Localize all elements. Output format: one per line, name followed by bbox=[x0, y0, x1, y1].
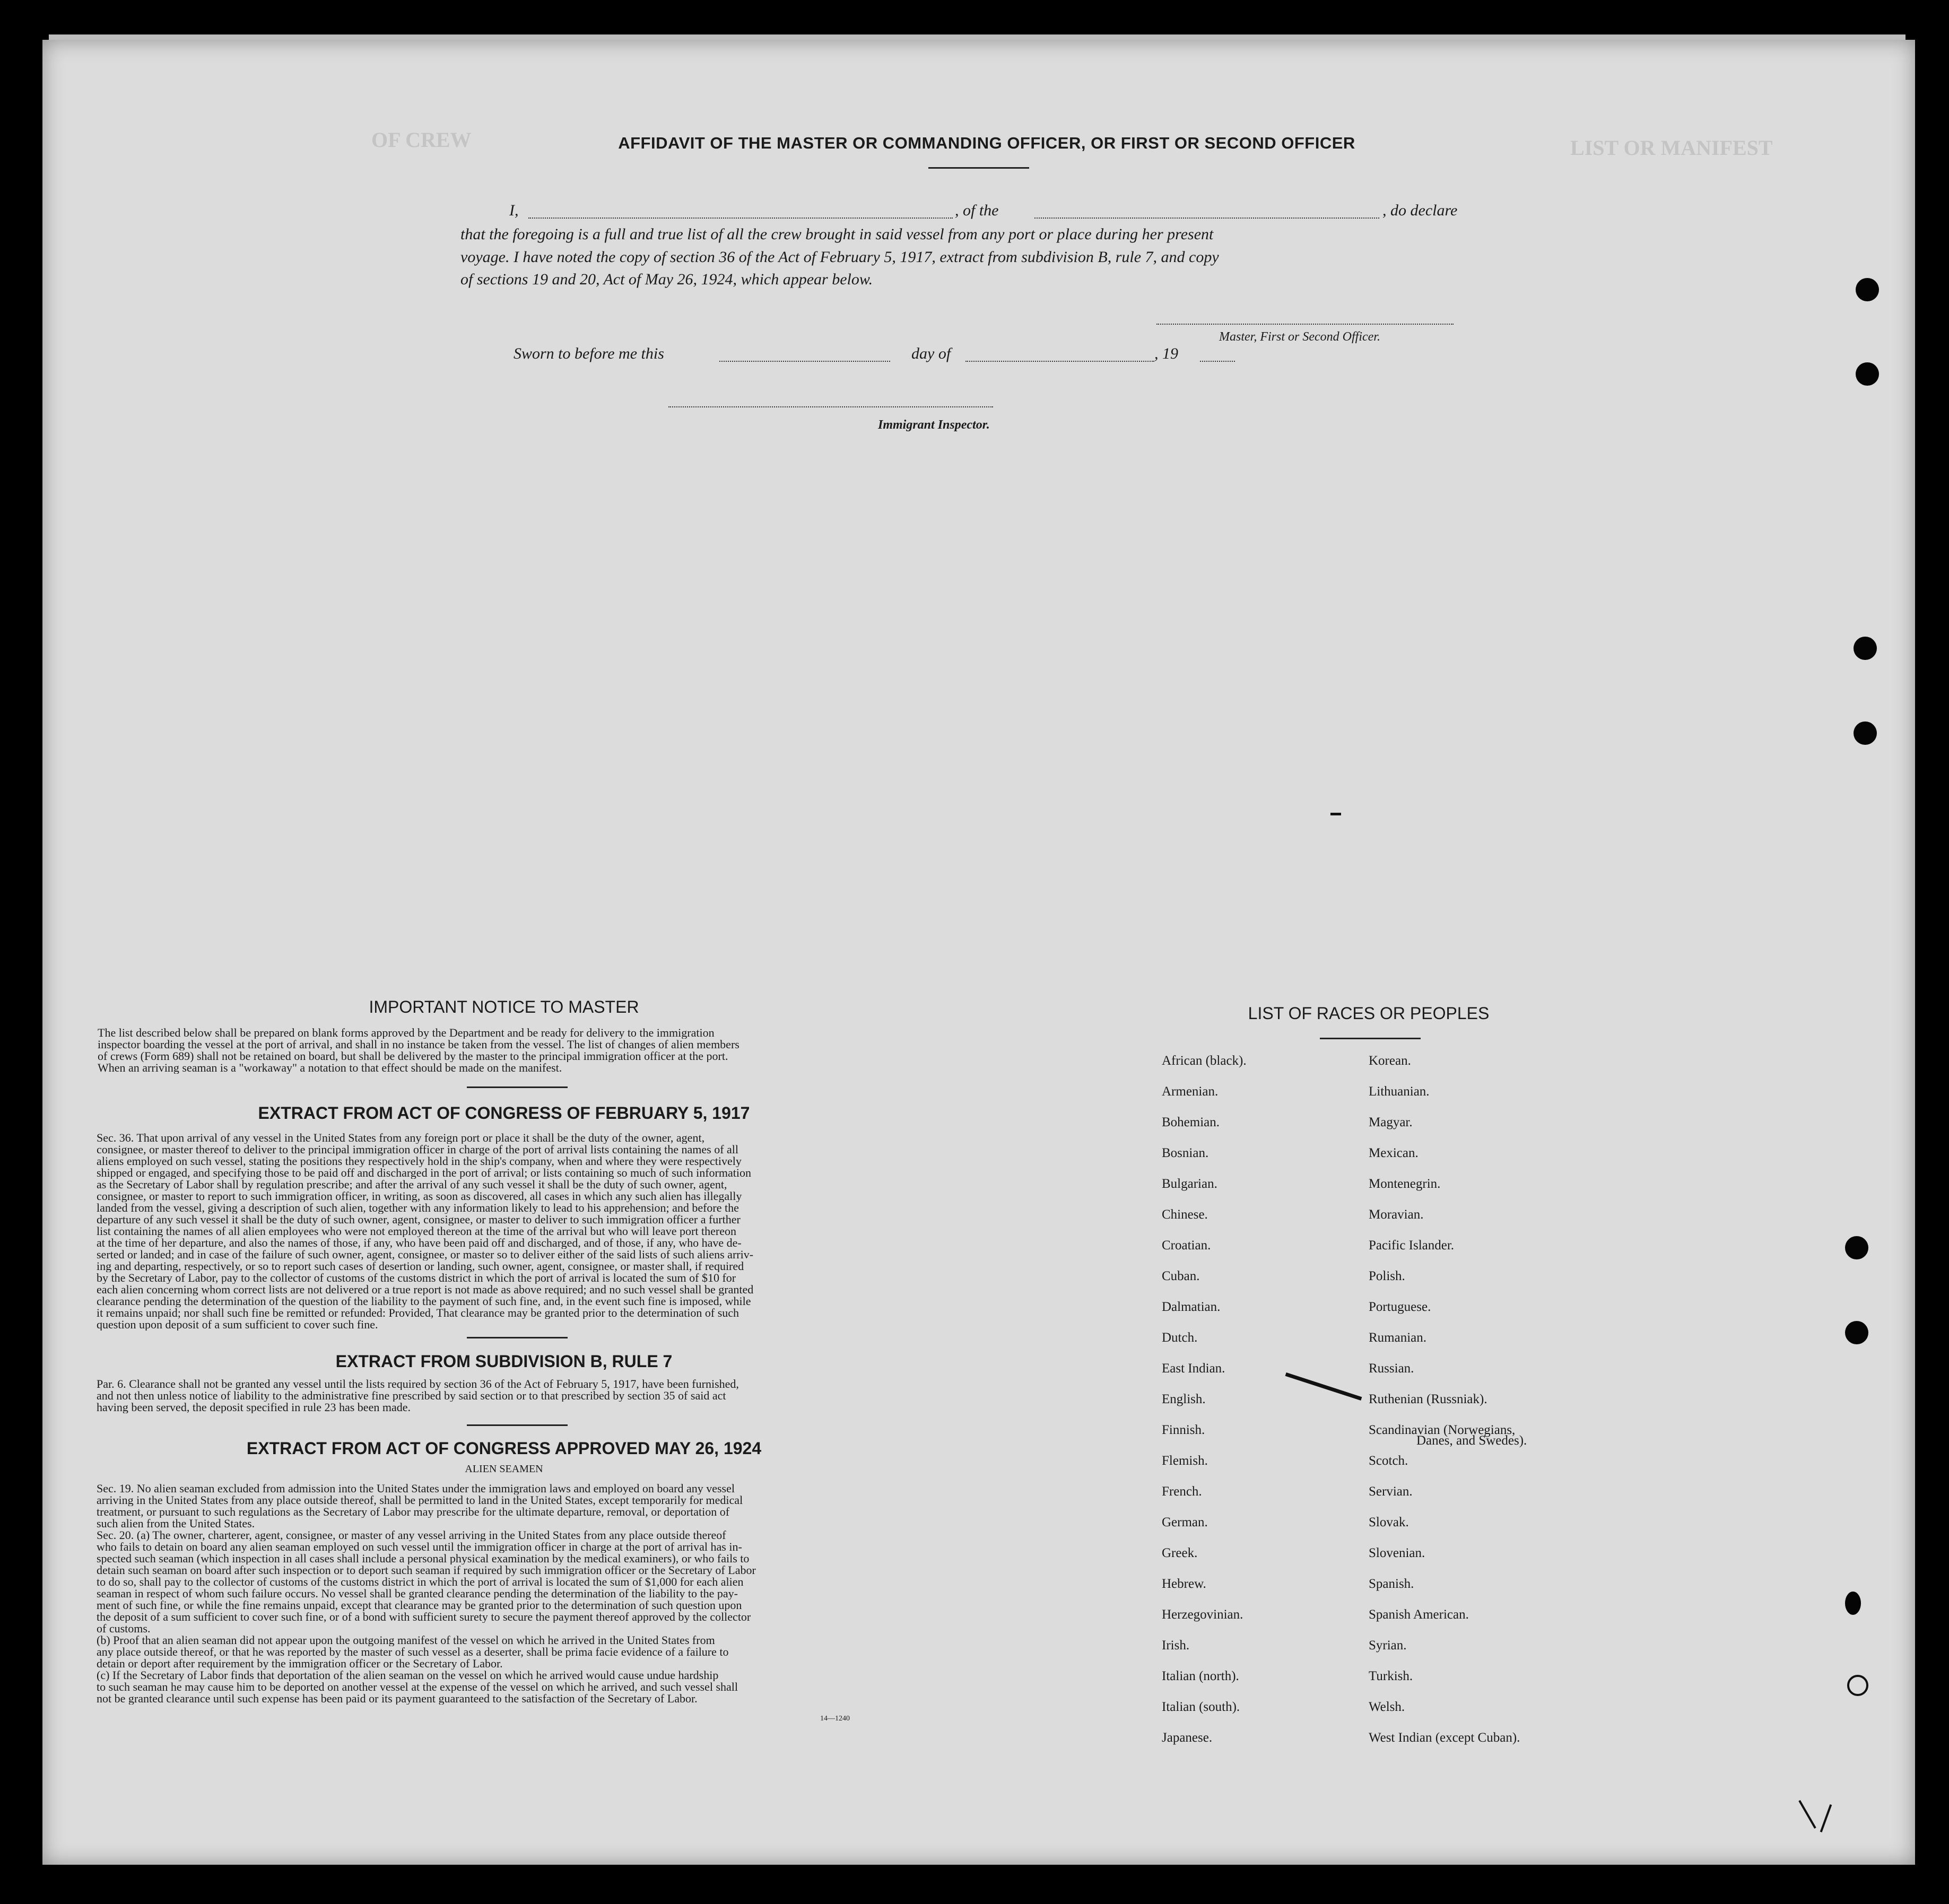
race-item: Greek. bbox=[1162, 1546, 1198, 1560]
section-rule bbox=[467, 1424, 568, 1426]
master-signature-field[interactable] bbox=[1156, 324, 1454, 325]
text-line: (b) Proof that an alien seaman did not appear upon the outgoing manifest of the vessel on which he arrived in the United States from bbox=[97, 1635, 715, 1646]
text-line: it remains unpaid; nor shall such fine be remitted or refunded: Provided, That clearance may be granted prior to the determination of such bbox=[97, 1307, 739, 1319]
race-item: Magyar. bbox=[1369, 1115, 1413, 1129]
bleed-through: OF CREW bbox=[371, 128, 472, 152]
race-item: Italian (north). bbox=[1162, 1669, 1239, 1683]
i-label: I, bbox=[509, 202, 519, 219]
punch-hole bbox=[1845, 1592, 1861, 1615]
affidavit-line1 bbox=[509, 202, 1496, 223]
sworn-day-field[interactable] bbox=[719, 361, 890, 362]
extract-1917-title: EXTRACT FROM ACT OF CONGRESS OF FEBRUARY 5, 1917 bbox=[258, 1103, 750, 1123]
text-line: such alien from the United States. bbox=[97, 1518, 255, 1529]
extract-rule7-text bbox=[97, 1378, 898, 1413]
title-rule bbox=[928, 167, 1029, 169]
race-item: Ruthenian (Russniak). bbox=[1369, 1392, 1487, 1406]
race-item-scandinavian-cont: Danes, and Swedes). bbox=[1416, 1433, 1527, 1448]
affidavit-body-2: that the foregoing is a full and true list of all the crew brought in said vessel from any port or place during her present bbox=[460, 225, 1214, 243]
text-line: spected such seaman (which inspection in all cases shall include a personal physical examination by the medical examiners), or who fails to bbox=[97, 1553, 750, 1564]
text-line: by the Secretary of Labor, pay to the collector of customs of the customs district in which the port of arrival is located the sum of $10 for bbox=[97, 1272, 736, 1284]
race-item: Pacific Islander. bbox=[1369, 1238, 1455, 1253]
text-line: Sec. 19. No alien seaman excluded from admission into the United States under the immigration laws and employed on board any vessel bbox=[97, 1483, 735, 1494]
section-rule bbox=[467, 1086, 568, 1088]
race-item: Slovak. bbox=[1369, 1515, 1409, 1529]
text-line: departure of any such vessel it shall be the duty of such owner, agent, consignee, or master to deliver to such immigration officer a further bbox=[97, 1214, 741, 1225]
text-line: to do so, shall pay to the collector of customs of the customs district in which the port of arrival is located the sum of $1,000 for each alien bbox=[97, 1576, 744, 1588]
inspector-signature-field[interactable] bbox=[668, 406, 993, 407]
race-item: Syrian. bbox=[1369, 1638, 1407, 1653]
text-line: Sec. 20. (a) The owner, charterer, agent, consignee, or master of any vessel arriving in the United States from any place outside thereof bbox=[97, 1529, 726, 1541]
text-line: each alien concerning whom correct lists are not delivered or a true report is not made as above required; and no such vessel shall be granted bbox=[97, 1284, 754, 1296]
day-of-label: day of bbox=[911, 345, 951, 362]
declare-label: , do declare bbox=[1382, 202, 1458, 219]
text-line: Par. 6. Clearance shall not be granted any vessel until the lists required by section 36 of the Act of February 5, 1917, have been furnished, bbox=[97, 1378, 739, 1390]
race-item: Turkish. bbox=[1369, 1669, 1413, 1683]
race-item: English. bbox=[1162, 1392, 1206, 1406]
races-title-rule bbox=[1320, 1038, 1421, 1039]
race-item: Scandinavian (Norwegians, bbox=[1369, 1423, 1516, 1437]
race-item: Spanish. bbox=[1369, 1577, 1414, 1591]
race-item: Bosnian. bbox=[1162, 1146, 1209, 1160]
punch-hole bbox=[1845, 1321, 1868, 1344]
text-line: and not then unless notice of liability to the administrative fine prescribed by said section or to that prescribed by section 35 of said act bbox=[97, 1390, 726, 1402]
race-item: Japanese. bbox=[1162, 1731, 1213, 1745]
text-line: not be granted clearance until such expense has been paid or its payment guaranteed to the satisfaction of the Secretary of Labor. bbox=[97, 1693, 698, 1705]
text-line: Sec. 36. That upon arrival of any vessel in the United States from any foreign port or place it shall be the duty of the owner, agent, bbox=[97, 1132, 705, 1144]
races-title: LIST OF RACES OR PEOPLES bbox=[1248, 1004, 1490, 1023]
race-item: Dalmatian. bbox=[1162, 1300, 1221, 1314]
punch-hole bbox=[1845, 1236, 1868, 1259]
alien-seamen-subtitle: ALIEN SEAMEN bbox=[465, 1463, 543, 1475]
punch-hole bbox=[1847, 1675, 1868, 1696]
race-item: Spanish American. bbox=[1369, 1607, 1469, 1622]
sworn-month-field[interactable] bbox=[965, 361, 1154, 362]
text-line: arriving in the United States from any place outside thereof, shall be permitted to land in the United States, except temporarily for medical bbox=[97, 1494, 743, 1506]
race-item: Armenian. bbox=[1162, 1084, 1219, 1099]
text-line: of customs. bbox=[97, 1623, 151, 1635]
text-line: having been served, the deposit specified in rule 23 has been made. bbox=[97, 1402, 411, 1413]
text-line: clearance pending the determination of the question of the liability to the payment of such fine, and, in the event such fine is imposed, while bbox=[97, 1296, 751, 1307]
race-item: East Indian. bbox=[1162, 1361, 1225, 1376]
affidavit-body-3: voyage. I have noted the copy of section 36 of the Act of February 5, 1917, extract from subdivision B, rule 7, and copy bbox=[460, 248, 1219, 266]
bleed-through: LIST OR MANIFEST bbox=[1570, 136, 1773, 160]
race-item: Mexican. bbox=[1369, 1146, 1419, 1160]
race-item: Moravian. bbox=[1369, 1207, 1424, 1222]
race-item: German. bbox=[1162, 1515, 1208, 1529]
race-item: Italian (south). bbox=[1162, 1700, 1240, 1714]
text-line: shipped or engaged, and specifying those to be paid off and discharged in the port of arrival; or lists containing so much of such information bbox=[97, 1167, 751, 1179]
text-line: list containing the names of all alien employees who were not employed thereon at the time of the arrival but who will leave port thereon bbox=[97, 1225, 736, 1237]
race-item: Hebrew. bbox=[1162, 1577, 1206, 1591]
form-number: 14—1240 bbox=[820, 1715, 850, 1723]
year-label: , 19 bbox=[1154, 345, 1178, 362]
extract-rule7-title: EXTRACT FROM SUBDIVISION B, RULE 7 bbox=[335, 1352, 673, 1371]
text-line: who fails to detain on board any alien seaman employed on such vessel until the immigration officer in charge at the port of arrival has in- bbox=[97, 1541, 742, 1553]
race-item: Montenegrin. bbox=[1369, 1177, 1441, 1191]
text-line: landed from the vessel, giving a description of such alien, together with any information likely to lead to his apprehension; and before the bbox=[97, 1202, 739, 1214]
text-line: ing and departing, respectively, or so to report such cases of desertion or landing, such owner, agent, consignee, or master shall, if required bbox=[97, 1260, 744, 1272]
text-line: consignee, or master to report to such immigration officer, in writing, as soon as discovered, all cases in which any such alien has illegally bbox=[97, 1190, 742, 1202]
text-line: detain such seaman on board after such inspection or to deport such seaman if required by such immigration officer or the Secretary of Labor bbox=[97, 1564, 756, 1576]
extract-1924-text bbox=[97, 1483, 898, 1705]
text-line: the deposit of a sum sufficient to cover such fine, or of a bond with sufficient surety to secure the payment thereof approved by the collector bbox=[97, 1611, 751, 1623]
text-line: seaman in respect of whom such failure occurs. No vessel shall be granted clearance pending the determination of the liability to the pay- bbox=[97, 1588, 738, 1599]
race-item: Croatian. bbox=[1162, 1238, 1211, 1253]
punch-hole bbox=[1856, 278, 1879, 301]
race-item: Servian. bbox=[1369, 1484, 1413, 1499]
text-line: detain or deport after requirement by the immigration officer or the Secretary of Labor. bbox=[97, 1658, 503, 1670]
race-item: Korean. bbox=[1369, 1054, 1411, 1068]
race-item: French. bbox=[1162, 1484, 1202, 1499]
race-item: Irish. bbox=[1162, 1638, 1190, 1653]
text-line: ment of such fine, or while the fine remains unpaid, except that clearance may be granted prior to the determination of such question upon bbox=[97, 1599, 742, 1611]
sworn-line bbox=[514, 345, 1235, 366]
race-item: Polish. bbox=[1369, 1269, 1405, 1283]
text-line: as the Secretary of Labor shall by regulation prescribe; and after the arrival of any such vessel it shall be the duty of such owner, agent, bbox=[97, 1179, 727, 1190]
text-line: at the time of her departure, and also the names of those, if any, who have been paid off and discharged, and of those, if any, who have de- bbox=[97, 1237, 742, 1249]
race-item: African (black). bbox=[1162, 1054, 1247, 1068]
race-item: Finnish. bbox=[1162, 1423, 1205, 1437]
race-item: Welsh. bbox=[1369, 1700, 1405, 1714]
text-line: question upon deposit of a sum sufficient to cover such fine. bbox=[97, 1319, 378, 1331]
text-line: (c) If the Secretary of Labor finds that deportation of the alien seaman on the vessel on which he arrived would cause undue hardship bbox=[97, 1670, 719, 1681]
race-item: Dutch. bbox=[1162, 1331, 1198, 1345]
text-line: The list described below shall be prepared on blank forms approved by the Department and be ready for delivery to the immigration bbox=[98, 1027, 715, 1039]
race-item: Flemish. bbox=[1162, 1454, 1208, 1468]
race-item: Russian. bbox=[1369, 1361, 1414, 1376]
punch-hole bbox=[1854, 637, 1877, 660]
race-item: Rumanian. bbox=[1369, 1331, 1427, 1345]
vessel-field[interactable] bbox=[1034, 218, 1379, 219]
master-label: Master, First or Second Officer. bbox=[1219, 330, 1380, 344]
text-line: When an arriving seaman is a "workaway" a notation to that effect should be made on the manifest. bbox=[98, 1062, 562, 1074]
ink-smudge bbox=[1330, 813, 1341, 815]
notice-title: IMPORTANT NOTICE TO MASTER bbox=[369, 997, 639, 1016]
race-item: Lithuanian. bbox=[1369, 1084, 1430, 1099]
text-line: aliens employed on such vessel, stating the positions they respectively hold in the ship's company, when and where they were respectively bbox=[97, 1155, 742, 1167]
sworn-year-field[interactable] bbox=[1200, 361, 1235, 362]
affidavit-title: AFFIDAVIT OF THE MASTER OR COMMANDING OFFICER, OR FIRST OR SECOND OFFICER bbox=[618, 134, 1355, 152]
race-item: Slovenian. bbox=[1369, 1546, 1425, 1560]
name-field[interactable] bbox=[528, 218, 953, 219]
text-line: any place outside thereof, or that he was reported by the master of such vessel as a deserter, shall be prima facie evidence of a failure to bbox=[97, 1646, 729, 1658]
extract-1917-text bbox=[97, 1132, 898, 1331]
text-line: treatment, or pursuant to such regulations as the Secretary of Labor may prescribe for the ultimate departure, removal, or deportation of bbox=[97, 1506, 730, 1518]
text-line: to such seaman he may cause him to be deported on another vessel at the expense of the vessel on which he arrived, and such vessel shall bbox=[97, 1681, 738, 1693]
race-item: Chinese. bbox=[1162, 1207, 1208, 1222]
section-rule bbox=[467, 1337, 568, 1338]
race-item: West Indian (except Cuban). bbox=[1369, 1731, 1520, 1745]
race-item: Bohemian. bbox=[1162, 1115, 1220, 1129]
punch-hole bbox=[1854, 721, 1877, 745]
punch-hole bbox=[1856, 362, 1879, 386]
text-line: inspector boarding the vessel at the port of arrival, and shall in no instance be taken from the vessel. The list of changes of alien members bbox=[98, 1039, 739, 1050]
text-line: consignee, or master thereof to deliver to the principal immigration officer in charge of the port of arrival lists containing the names of all bbox=[97, 1144, 739, 1155]
notice-text bbox=[98, 1027, 904, 1074]
sworn-prefix: Sworn to before me this bbox=[514, 345, 664, 362]
race-item: Bulgarian. bbox=[1162, 1177, 1217, 1191]
text-line: of crews (Form 689) shall not be retained on board, but shall be delivered by the master to the principal immigration officer at the port. bbox=[98, 1050, 728, 1062]
race-item: Herzegovinian. bbox=[1162, 1607, 1243, 1622]
race-item: Portuguese. bbox=[1369, 1300, 1431, 1314]
inspector-label: Immigrant Inspector. bbox=[878, 418, 990, 432]
race-item: Cuban. bbox=[1162, 1269, 1200, 1283]
extract-1924-title: EXTRACT FROM ACT OF CONGRESS APPROVED MAY 26, 1924 bbox=[246, 1439, 762, 1458]
race-item: Scotch. bbox=[1369, 1454, 1408, 1468]
of-the-label: , of the bbox=[955, 202, 999, 219]
text-line: serted or landed; and in case of the failure of such owner, agent, consignee, or master so to deliver either of the said lists of such aliens arriv- bbox=[97, 1249, 754, 1260]
affidavit-body-4: of sections 19 and 20, Act of May 26, 1924, which appear below. bbox=[460, 271, 873, 288]
